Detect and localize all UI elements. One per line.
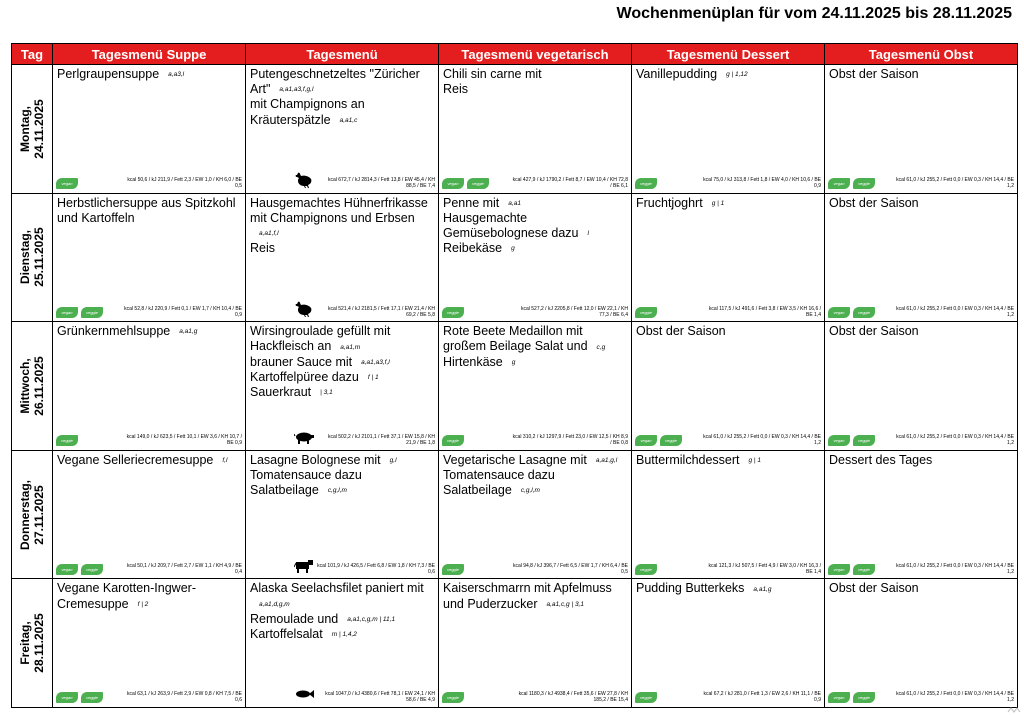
vegan-leaf-icon: vegan bbox=[828, 178, 850, 189]
dish-line bbox=[443, 211, 628, 226]
allergen-codes: f | 1 bbox=[367, 374, 379, 381]
dish-text bbox=[246, 579, 438, 642]
dish-text bbox=[632, 194, 824, 211]
dish-line bbox=[829, 453, 1014, 468]
allergen-codes: g,l bbox=[389, 456, 397, 464]
diet-badges bbox=[442, 307, 464, 318]
dish-name: Obst der Saison bbox=[636, 324, 726, 339]
allergen-codes: a,a1,a3,f,g,l bbox=[279, 86, 314, 94]
dish-line bbox=[250, 324, 435, 339]
day-cell bbox=[12, 322, 53, 451]
dish-name: Reis bbox=[443, 82, 469, 97]
dish-name: Obst der Saison bbox=[829, 324, 919, 339]
day-label bbox=[18, 480, 46, 550]
dish-name: Rote Beete Medaillon mit bbox=[443, 324, 583, 339]
nutrition-info: kcal 502,2 / kJ 2101,1 / Fett 37,1 / EW 15,8 / KH 21,9 / BE 1,8 bbox=[328, 434, 435, 447]
dish-line bbox=[250, 113, 435, 128]
weekday: Freitag, bbox=[18, 621, 32, 665]
date: 25.11.2025 bbox=[32, 227, 46, 288]
menu-cell-main bbox=[246, 65, 439, 194]
dish-line bbox=[250, 483, 435, 498]
menu-cell-main bbox=[246, 450, 439, 579]
dish-name: Grünkernmehlsuppe bbox=[57, 324, 171, 339]
nutrition-info: kcal 75,0 / kJ 313,8 / Fett 1,8 / EW 4,0 / KH 10,6 / BE 0,9 bbox=[703, 177, 821, 189]
dish-line bbox=[250, 339, 435, 354]
diet-badges bbox=[56, 692, 103, 703]
date: 27.11.2025 bbox=[32, 484, 46, 545]
dish-name: Remoulade und bbox=[250, 611, 339, 626]
day-row bbox=[12, 450, 1018, 579]
weekday: Mittwoch, bbox=[18, 358, 32, 414]
day-row bbox=[12, 193, 1018, 322]
veggie-leaf-icon: veggie bbox=[56, 435, 78, 446]
page-title: Wochenmenüplan für vom 24.11.2025 bis 28.11.2025 bbox=[616, 5, 1012, 22]
nutrition-info: kcal 50,6 / kJ 211,9 / Fett 2,3 / EW 1,0 / KH 6,0 / BE 0,5 bbox=[127, 177, 242, 189]
dish-line bbox=[636, 324, 821, 339]
allergen-codes: a,a1,m bbox=[340, 343, 361, 351]
weekday: Dienstag, bbox=[18, 230, 32, 285]
column-header-soup: Tagesmenü Suppe bbox=[53, 44, 246, 65]
menu-cell-dessert bbox=[632, 450, 825, 579]
dish-name: und Puderzucker bbox=[443, 596, 538, 611]
dish-line bbox=[443, 355, 628, 370]
allergen-codes: f | 2 bbox=[137, 600, 149, 608]
dish-line bbox=[250, 453, 435, 468]
nutrition-info: kcal 527,2 / kJ 2205,8 / Fett 12,0 / EW 22,1 / KH 77,3 / BE 6,4 bbox=[521, 305, 628, 318]
dish-line bbox=[636, 196, 821, 211]
dish-text bbox=[246, 322, 438, 400]
veggie-leaf-icon: veggie bbox=[81, 307, 103, 318]
dish-line bbox=[443, 483, 628, 498]
dish-text bbox=[439, 65, 631, 97]
vegan-leaf-icon: vegan bbox=[828, 307, 850, 318]
dish-name: Sauerkraut bbox=[250, 385, 312, 399]
menu-cell-soup bbox=[53, 450, 246, 579]
dish-text bbox=[825, 194, 1017, 211]
vegan-leaf-icon: vegan bbox=[828, 435, 850, 446]
dish-name: Alaska Seelachsfilet paniert mit bbox=[250, 581, 424, 596]
dish-name: mit Champignons an bbox=[250, 97, 365, 112]
dish-name: Hirtenkäse bbox=[443, 354, 503, 369]
allergen-codes: a,a1,c bbox=[339, 116, 358, 124]
dish-name: Reibekäse bbox=[443, 241, 503, 256]
dish-line bbox=[443, 196, 628, 211]
veggie-leaf-icon: veggie bbox=[635, 307, 657, 318]
nutrition-info: kcal 67,2 / kJ 281,0 / Fett 1,3 / EW 2,6 / KH 11,1 / BE 0,9 bbox=[703, 691, 821, 704]
dish-name: Putengeschnetzeltes "Züricher bbox=[250, 67, 420, 81]
dish-text bbox=[825, 322, 1017, 339]
vegan-leaf-icon: vegan bbox=[56, 564, 78, 575]
vegan-leaf-icon: vegan bbox=[56, 178, 78, 189]
dish-name: Hausgemachtes Hühnerfrikasse bbox=[250, 195, 428, 210]
diet-badges bbox=[635, 178, 657, 189]
dish-line bbox=[250, 226, 435, 241]
dish-line bbox=[250, 67, 435, 82]
allergen-codes: c,g,l,m bbox=[520, 487, 540, 495]
allergen-codes: g bbox=[511, 358, 516, 366]
menu-cell-main bbox=[246, 579, 439, 708]
dish-line bbox=[443, 324, 628, 339]
allergen-codes: | 3,1 bbox=[320, 389, 333, 397]
veggie-leaf-icon: veggie bbox=[853, 692, 875, 703]
nutrition-info: kcal 310,2 / kJ 1297,9 / Fett 23,0 / EW 12,5 / KH 8,9 / BE 0,8 bbox=[512, 434, 628, 447]
dish-text bbox=[632, 451, 824, 468]
menu-cell-soup bbox=[53, 322, 246, 451]
dish-text bbox=[246, 194, 438, 257]
diet-badges bbox=[828, 435, 875, 446]
allergen-codes: c,g,l,m bbox=[327, 487, 347, 495]
header-row bbox=[12, 44, 1018, 65]
dish-line bbox=[443, 453, 628, 468]
dish-line bbox=[57, 211, 242, 226]
dish-name: Obst der Saison bbox=[829, 195, 919, 210]
dish-line bbox=[250, 581, 435, 596]
diet-badges bbox=[828, 307, 875, 318]
vegan-leaf-icon: vegan bbox=[828, 692, 850, 703]
diet-badges bbox=[56, 307, 103, 318]
menu-cell-fruit bbox=[825, 579, 1018, 708]
dish-line bbox=[250, 196, 435, 211]
corner-logo-icon bbox=[1007, 707, 1021, 714]
vegan-leaf-icon: vegan bbox=[56, 692, 78, 703]
veggie-leaf-icon: veggie bbox=[635, 692, 657, 703]
allergen-codes: a,a1,f,l bbox=[259, 230, 279, 238]
dish-text bbox=[53, 65, 245, 82]
dish-name: Hackfleisch an bbox=[250, 339, 332, 354]
menu-cell-fruit bbox=[825, 65, 1018, 194]
vegan-leaf-icon: vegan bbox=[56, 307, 78, 318]
dish-name: Vegane Selleriecremesuppe bbox=[57, 452, 214, 467]
menu-cell-main bbox=[246, 322, 439, 451]
diet-badges bbox=[442, 692, 464, 703]
veggie-leaf-icon: veggie bbox=[635, 564, 657, 575]
dish-name: brauner Sauce mit bbox=[250, 354, 353, 369]
dish-line bbox=[443, 226, 628, 241]
nutrition-info: kcal 121,3 / kJ 507,5 / Fett 4,9 / EW 3,0 / KH 16,3 / BE 1,4 bbox=[708, 562, 821, 575]
diet-badges bbox=[828, 178, 875, 189]
menu-table bbox=[11, 43, 1018, 708]
dish-text bbox=[825, 579, 1017, 596]
allergen-codes: a,a3,l bbox=[168, 71, 185, 79]
dish-line bbox=[250, 355, 435, 370]
dish-line bbox=[57, 597, 242, 612]
dish-name: mit Champignons und Erbsen bbox=[250, 210, 415, 225]
dish-name: Gemüsebolognese dazu bbox=[443, 226, 579, 240]
dish-line bbox=[57, 196, 242, 211]
dish-line bbox=[57, 324, 242, 339]
menu-cell-dessert bbox=[632, 579, 825, 708]
veggie-leaf-icon: veggie bbox=[853, 564, 875, 575]
veggie-leaf-icon: veggie bbox=[442, 307, 464, 318]
dish-name: Salatbeilage bbox=[443, 483, 512, 498]
nutrition-info: kcal 61,0 / kJ 255,2 / Fett 0,0 / EW 0,3 / KH 14,4 / BE 1,2 bbox=[896, 691, 1014, 704]
dish-line bbox=[829, 324, 1014, 339]
dish-name: Tomatensauce dazu bbox=[443, 467, 555, 482]
day-row bbox=[12, 322, 1018, 451]
vegan-leaf-icon: vegan bbox=[828, 564, 850, 575]
diet-badges bbox=[635, 564, 657, 575]
day-cell bbox=[12, 450, 53, 579]
dish-line bbox=[829, 196, 1014, 211]
dish-name: Vegetarische Lasagne mit bbox=[443, 452, 587, 467]
veggie-leaf-icon: veggie bbox=[442, 435, 464, 446]
dish-name: Dessert des Tages bbox=[829, 452, 933, 467]
allergen-codes: l bbox=[587, 230, 589, 238]
veggie-leaf-icon: veggie bbox=[635, 178, 657, 189]
dish-name: und Kartoffeln bbox=[57, 210, 135, 225]
dish-name: Vanillepudding bbox=[636, 67, 718, 81]
dish-name: Salatbeilage bbox=[250, 483, 319, 498]
dish-text bbox=[825, 65, 1017, 82]
dish-name: Herbstlichersuppe aus Spitzkohl bbox=[57, 195, 236, 210]
dish-name: Buttermilchdessert bbox=[636, 452, 740, 467]
dish-name: Kräuterspätzle bbox=[250, 112, 331, 127]
dish-name: Wirsingroulade gefüllt mit bbox=[250, 324, 391, 339]
fish-icon bbox=[294, 686, 314, 702]
dish-line bbox=[443, 82, 628, 97]
diet-badges bbox=[635, 435, 682, 446]
dish-name: Lasagne Bolognese mit bbox=[250, 452, 381, 467]
allergen-codes: c,g bbox=[596, 343, 606, 351]
dish-text bbox=[53, 194, 245, 226]
menu-cell-fruit bbox=[825, 322, 1018, 451]
nutrition-info: kcal 63,1 / kJ 263,9 / Fett 2,9 / EW 0,8 / KH 7,5 / BE 0,6 bbox=[126, 691, 242, 704]
veggie-leaf-icon: veggie bbox=[81, 692, 103, 703]
dish-line bbox=[250, 597, 435, 612]
dish-line bbox=[829, 581, 1014, 596]
dish-text bbox=[439, 451, 631, 499]
diet-badges bbox=[56, 435, 78, 446]
diet-badges bbox=[828, 564, 875, 575]
chicken-icon bbox=[294, 172, 314, 188]
day-label bbox=[18, 228, 46, 287]
menu-cell-soup bbox=[53, 65, 246, 194]
veggie-leaf-icon: veggie bbox=[853, 307, 875, 318]
veggie-leaf-icon: veggie bbox=[442, 564, 464, 575]
menu-cell-soup bbox=[53, 579, 246, 708]
veggie-leaf-icon: veggie bbox=[853, 178, 875, 189]
dish-line bbox=[250, 211, 435, 226]
allergen-codes: g | 1 bbox=[748, 456, 762, 464]
dish-name: großem Beilage Salat und bbox=[443, 339, 588, 354]
diet-badges bbox=[442, 435, 464, 446]
weekday: Donnerstag, bbox=[18, 479, 32, 550]
diet-badges bbox=[442, 564, 464, 575]
dish-line bbox=[636, 581, 821, 596]
day-label bbox=[18, 356, 46, 415]
dish-name: Fruchtjoghrt bbox=[636, 195, 703, 210]
veggie-leaf-icon: veggie bbox=[81, 564, 103, 575]
day-cell bbox=[12, 65, 53, 194]
column-header-fruit: Tagesmenü Obst bbox=[825, 44, 1018, 65]
dish-line bbox=[250, 612, 435, 627]
dish-line bbox=[829, 67, 1014, 82]
date: 28.11.2025 bbox=[32, 613, 46, 673]
nutrition-info: kcal 61,0 / kJ 255,2 / Fett 0,0 / EW 0,3 / KH 14,4 / BE 1,2 bbox=[896, 177, 1014, 189]
column-header-vegetarian: Tagesmenü vegetarisch bbox=[439, 44, 632, 65]
dish-line bbox=[636, 453, 821, 468]
pig-icon bbox=[294, 429, 314, 445]
dish-name: Perlgraupensuppe bbox=[57, 67, 160, 81]
menu-cell-dessert bbox=[632, 65, 825, 194]
dish-line bbox=[443, 339, 628, 354]
allergen-codes: a,a1,c,g | 3,1 bbox=[546, 600, 584, 608]
column-header-main: Tagesmenü bbox=[246, 44, 439, 65]
day-label bbox=[18, 613, 46, 672]
day-label bbox=[18, 99, 46, 158]
menu-cell-dessert bbox=[632, 322, 825, 451]
nutrition-info: kcal 61,0 / kJ 255,2 / Fett 0,0 / EW 0,3 / KH 14,4 / BE 1,2 bbox=[896, 434, 1014, 447]
allergen-codes: a,a1,g bbox=[753, 585, 772, 593]
allergen-codes: g | 1,12 bbox=[726, 71, 748, 79]
veggie-leaf-icon: veggie bbox=[660, 435, 682, 446]
dish-text bbox=[632, 65, 824, 82]
nutrition-info: kcal 521,4 / kJ 2181,5 / Fett 17,1 / EW 21,4 / KH 69,2 / BE 5,8 bbox=[328, 305, 435, 318]
vegan-leaf-icon: vegan bbox=[442, 178, 464, 189]
dish-line bbox=[636, 67, 821, 82]
nutrition-info: kcal 50,1 / kJ 209,7 / Fett 2,7 / EW 1,1 / KH 4,9 / BE 0,4 bbox=[126, 562, 242, 575]
dish-text bbox=[246, 65, 438, 128]
nutrition-info: kcal 52,8 / kJ 220,9 / Fett 0,1 / EW 1,7 / KH 10,4 / BE 0,9 bbox=[124, 305, 242, 318]
allergen-codes: a,a1,a3,f,l bbox=[361, 358, 390, 366]
nutrition-info: kcal 61,0 / kJ 255,2 / Fett 0,0 / EW 0,3 / KH 14,4 / BE 1,2 bbox=[703, 434, 821, 447]
dish-line bbox=[250, 97, 435, 112]
date: 24.11.2025 bbox=[32, 99, 46, 159]
veggie-leaf-icon: veggie bbox=[442, 692, 464, 703]
menu-cell-vegetarian bbox=[439, 193, 632, 322]
allergen-codes: a,a1,g bbox=[179, 328, 198, 336]
day-row bbox=[12, 579, 1018, 708]
dish-text bbox=[53, 451, 245, 468]
allergen-codes: g | 1 bbox=[711, 199, 725, 207]
diet-badges bbox=[56, 178, 78, 189]
menu-cell-vegetarian bbox=[439, 65, 632, 194]
diet-badges bbox=[442, 178, 489, 189]
allergen-codes: a,a1,g,l bbox=[595, 456, 618, 464]
column-header-day: Tag bbox=[12, 44, 53, 65]
dish-line bbox=[443, 67, 628, 82]
dish-name: Penne mit bbox=[443, 195, 500, 210]
dish-name: Vegane Karotten-Ingwer- bbox=[57, 581, 196, 596]
dish-line bbox=[443, 597, 628, 612]
dish-text bbox=[246, 451, 438, 499]
diet-badges bbox=[635, 307, 657, 318]
allergen-codes: f,l bbox=[222, 456, 228, 464]
dish-text bbox=[632, 322, 824, 339]
dish-name: Reis bbox=[250, 241, 276, 256]
dish-line bbox=[250, 241, 435, 256]
allergen-codes: g bbox=[511, 245, 515, 253]
dish-text bbox=[439, 194, 631, 257]
nutrition-info: kcal 61,0 / kJ 255,2 / Fett 0,0 / EW 0,3 / KH 14,4 / BE 1,2 bbox=[896, 305, 1014, 318]
allergen-codes: m | 1,4,2 bbox=[331, 631, 357, 639]
dish-text bbox=[439, 322, 631, 370]
dish-line bbox=[250, 468, 435, 483]
dish-name: Obst der Saison bbox=[829, 581, 919, 596]
weekday: Montag, bbox=[18, 105, 32, 152]
diet-badges bbox=[828, 692, 875, 703]
menu-cell-dessert bbox=[632, 193, 825, 322]
cow-icon bbox=[294, 558, 314, 574]
dish-line bbox=[443, 241, 628, 256]
diet-badges bbox=[56, 564, 103, 575]
day-row bbox=[12, 65, 1018, 194]
dish-text bbox=[53, 322, 245, 339]
dish-name: Tomatensauce dazu bbox=[250, 467, 362, 482]
day-cell bbox=[12, 193, 53, 322]
menu-cell-vegetarian bbox=[439, 579, 632, 708]
menu-cell-vegetarian bbox=[439, 450, 632, 579]
dish-text bbox=[632, 579, 824, 596]
dish-name: Pudding Butterkeks bbox=[636, 581, 745, 596]
nutrition-info: kcal 117,5 / kJ 491,6 / Fett 3,8 / EW 3,5 / KH 16,6 / BE 1,4 bbox=[708, 305, 821, 318]
nutrition-info: kcal 672,7 / kJ 2814,3 / Fett 13,8 / EW 45,4 / KH 88,5 / BE 7,4 bbox=[328, 177, 435, 189]
nutrition-info: kcal 149,0 / kJ 623,5 / Fett 10,1 / EW 3,6 / KH 10,7 / BE 0,9 bbox=[126, 434, 242, 447]
nutrition-info: kcal 1180,3 / kJ 4938,4 / Fett 35,6 / EW 27,8 / KH 185,2 / BE 15,4 bbox=[518, 691, 628, 704]
dish-name: Kartoffelsalat bbox=[250, 626, 323, 641]
diet-badges bbox=[635, 692, 657, 703]
dish-text bbox=[439, 579, 631, 611]
dish-name: Art" bbox=[250, 82, 271, 97]
dish-line bbox=[443, 581, 628, 596]
dish-name: Hausgemachte bbox=[443, 210, 528, 225]
dish-name: Cremesuppe bbox=[57, 596, 129, 611]
dish-name: Kartoffelpüree dazu bbox=[250, 369, 359, 384]
date: 26.11.2025 bbox=[32, 356, 46, 416]
dish-line bbox=[57, 453, 242, 468]
dish-line bbox=[250, 385, 435, 400]
dish-text bbox=[53, 579, 245, 611]
nutrition-info: kcal 61,0 / kJ 255,2 / Fett 0,0 / EW 0,3 / KH 14,4 / BE 1,2 bbox=[896, 562, 1014, 575]
menu-cell-main bbox=[246, 193, 439, 322]
menu-cell-fruit bbox=[825, 193, 1018, 322]
dish-name: Chili sin carne mit bbox=[443, 67, 542, 81]
veggie-leaf-icon: veggie bbox=[853, 435, 875, 446]
dish-line bbox=[443, 468, 628, 483]
allergen-codes: a,a1,d,g,m bbox=[259, 600, 290, 608]
allergen-codes: a,a1,c,g,m | 11,1 bbox=[347, 615, 396, 623]
veggie-leaf-icon: veggie bbox=[467, 178, 489, 189]
dish-line bbox=[250, 82, 435, 97]
menu-cell-soup bbox=[53, 193, 246, 322]
vegan-leaf-icon: vegan bbox=[635, 435, 657, 446]
allergen-codes: a,a1 bbox=[508, 199, 521, 207]
column-header-dessert: Tagesmenü Dessert bbox=[632, 44, 825, 65]
dish-name: Kaiserschmarrn mit Apfelmuss bbox=[443, 581, 612, 596]
dish-line bbox=[250, 627, 435, 642]
nutrition-info: kcal 1047,0 / kJ 4380,6 / Fett 78,1 / EW 24,1 / KH 58,6 / BE 4,9 bbox=[325, 691, 435, 704]
menu-cell-vegetarian bbox=[439, 322, 632, 451]
dish-line bbox=[57, 581, 242, 596]
chicken-icon bbox=[294, 301, 314, 317]
nutrition-info: kcal 427,9 / kJ 1790,2 / Fett 8,7 / EW 10,4 / KH 72,8 / BE 6,1 bbox=[512, 177, 628, 189]
dish-name: Obst der Saison bbox=[829, 67, 919, 81]
dish-line bbox=[57, 67, 242, 82]
dish-line bbox=[250, 370, 435, 385]
dish-text bbox=[825, 451, 1017, 468]
nutrition-info: kcal 101,9 / kJ 426,5 / Fett 6,8 / EW 1,8 / KH 7,3 / BE 0,6 bbox=[317, 562, 435, 575]
nutrition-info: kcal 94,8 / kJ 396,7 / Fett 6,5 / EW 1,7 / KH 6,4 / BE 0,5 bbox=[512, 562, 628, 575]
day-cell bbox=[12, 579, 53, 708]
menu-cell-fruit bbox=[825, 450, 1018, 579]
